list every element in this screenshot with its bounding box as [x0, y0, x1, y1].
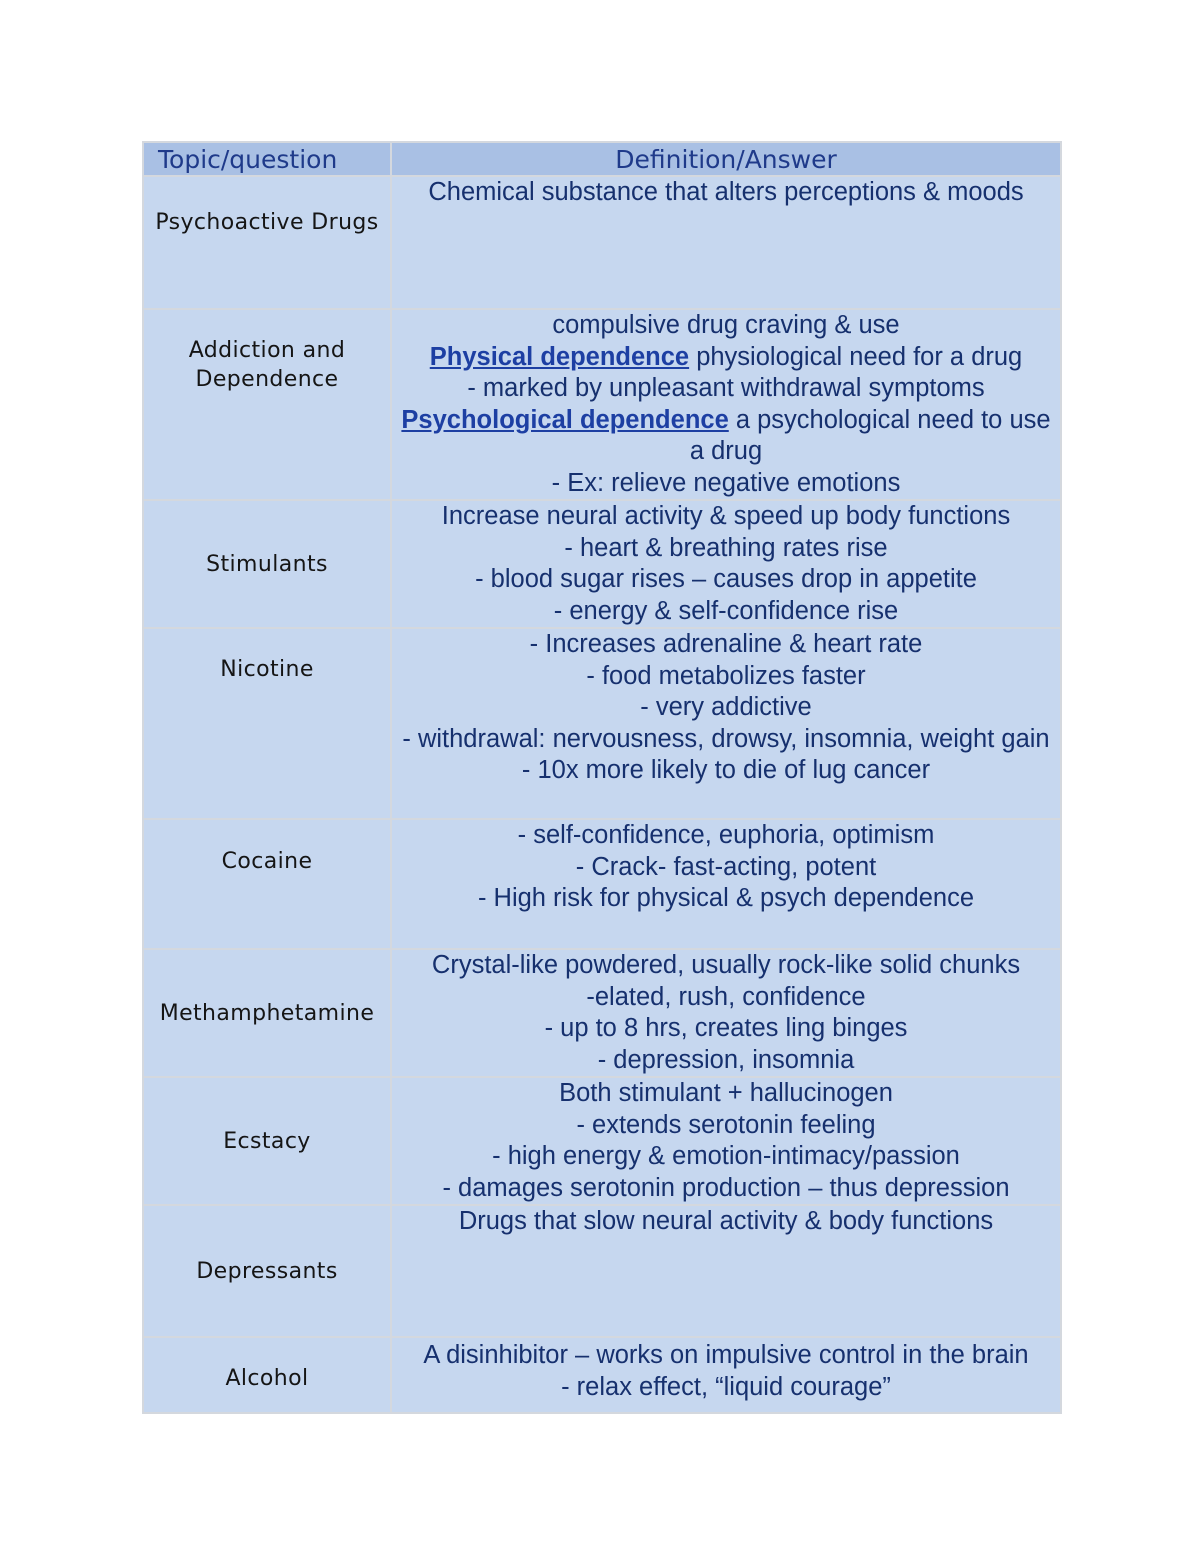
table-row [143, 500, 1061, 628]
answer-line: - withdrawal: nervousness, drowsy, insomnia, weight gain [402, 724, 1050, 753]
answer-cell [391, 500, 1061, 628]
topic-cell: Psychoactive Drugs [143, 176, 391, 309]
term-physical-dependence: Physical dependence [429, 342, 690, 371]
table-row [143, 309, 1061, 500]
answer-line: Increase neural activity & speed up body functions [441, 502, 1011, 530]
answer-line: - depression, insomnia [597, 1045, 855, 1074]
table-row [143, 1337, 1061, 1413]
answer-line: Drugs that slow neural activity & body functions [458, 1207, 994, 1235]
answer-line: - high energy & emotion-intimacy/passion [492, 1142, 960, 1170]
answer-cell [391, 309, 1061, 500]
topic-cell: Methamphetamine [143, 949, 391, 1077]
answer-line: - marked by unpleasant withdrawal symptoms [467, 374, 985, 402]
notes-table [142, 141, 1062, 1414]
answer-line: - Crack- fast-acting, potent [575, 852, 877, 881]
table-row [143, 1077, 1061, 1205]
topic-cell: Addiction and Dependence [143, 309, 391, 500]
answer-line: - Increases adrenaline & heart rate [529, 630, 923, 658]
answer-line: - damages serotonin production – thus depression [442, 1173, 1010, 1202]
header-answer: Definition/Answer [391, 142, 1061, 176]
answer-line: A disinhibitor – works on impulsive control in the brain [423, 1341, 1029, 1369]
answer-line: - 10x more likely to die of lug cancer [521, 756, 931, 784]
topic-cell: Ecstacy [143, 1077, 391, 1205]
topic-cell: Alcohol [143, 1337, 391, 1413]
header-topic: Topic/question [143, 142, 391, 176]
answer-cell [391, 176, 1061, 309]
answer-line: - extends serotonin feeling [576, 1110, 876, 1139]
answer-cell [391, 1205, 1061, 1337]
answer-line: Chemical substance that alters perceptions & moods [428, 178, 1024, 206]
answer-line: Physical dependence physiological need for a drug [429, 342, 1023, 371]
answer-line: Psychological dependence a psychological need to use a drug [401, 405, 1051, 465]
answer-line: - heart & breathing rates rise [564, 533, 888, 562]
table-row [143, 628, 1061, 819]
table-row [143, 1205, 1061, 1337]
answer-line: - self-confidence, euphoria, optimism [517, 821, 935, 849]
answer-line: Crystal-like powdered, usually rock-like solid chunks [431, 951, 1021, 979]
table-row [143, 819, 1061, 949]
answer-cell [391, 1077, 1061, 1205]
answer-line: - food metabolizes faster [586, 661, 866, 690]
header-row [143, 142, 1061, 176]
topic-cell: Nicotine [143, 628, 391, 819]
answer-line: - very addictive [640, 693, 812, 721]
term-psychological-dependence: Psychological dependence [401, 405, 729, 434]
answer-cell [391, 628, 1061, 819]
answer-line: - energy & self-confidence rise [553, 596, 899, 625]
topic-cell: Stimulants [143, 500, 391, 628]
answer-cell [391, 819, 1061, 949]
answer-line: -elated, rush, confidence [586, 982, 866, 1011]
answer-line: - Ex: relieve negative emotions [551, 468, 901, 497]
answer-line: compulsive drug craving & use [552, 311, 900, 339]
table-row [143, 949, 1061, 1077]
answer-line: - relax effect, “liquid courage” [561, 1372, 891, 1401]
answer-cell [391, 1337, 1061, 1413]
answer-line: - up to 8 hrs, creates ling binges [544, 1014, 908, 1042]
table-row [143, 176, 1061, 309]
answer-line: Both stimulant + hallucinogen [559, 1079, 893, 1107]
answer-line: - High risk for physical & psych dependence [477, 884, 975, 912]
answer-cell [391, 949, 1061, 1077]
topic-cell: Depressants [143, 1205, 391, 1337]
topic-cell: Cocaine [143, 819, 391, 949]
answer-line: - blood sugar rises – causes drop in appetite [475, 565, 977, 593]
